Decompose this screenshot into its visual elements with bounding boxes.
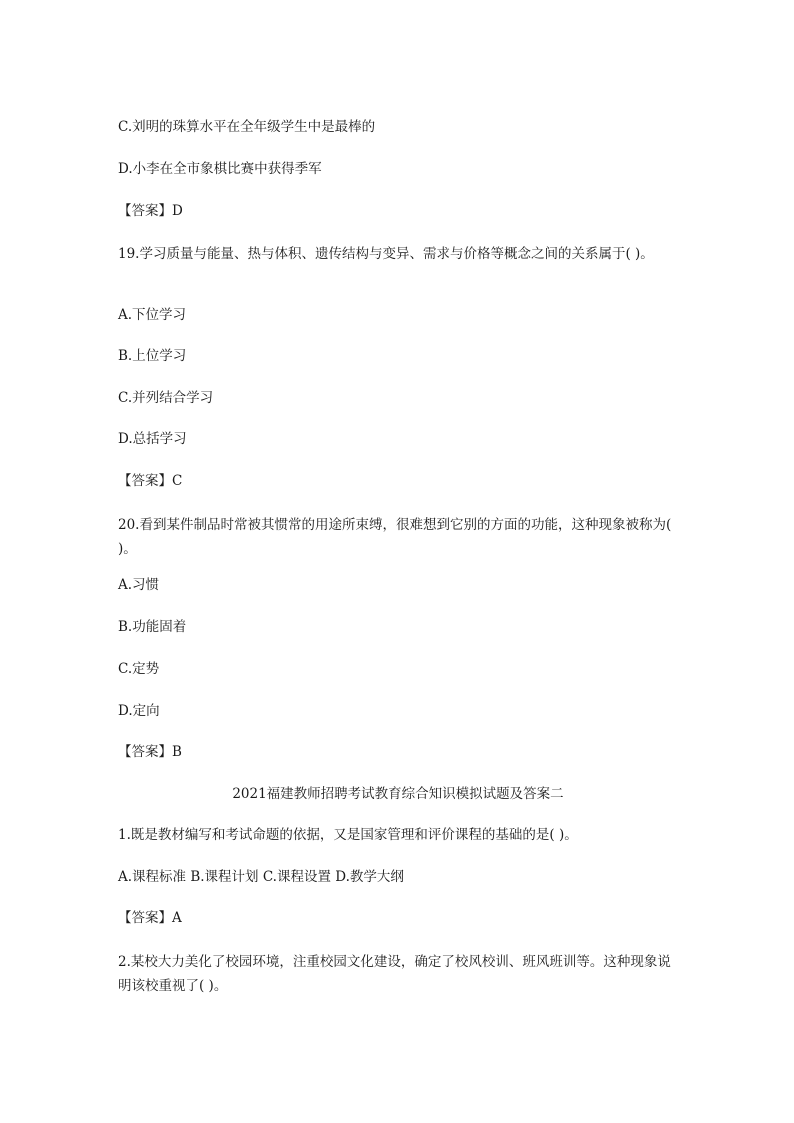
s2-q1-answer: 【答案】A [118, 910, 182, 926]
q19-option-a: A.下位学习 [118, 307, 187, 323]
q20-option-d: D.定向 [118, 703, 160, 719]
q20-answer: 【答案】B [118, 744, 182, 760]
s2-q1-question: 1.既是教材编写和考试命题的依据，又是国家管理和评价课程的基础的是( )。 [118, 827, 578, 843]
q19-answer: 【答案】C [118, 473, 183, 489]
q18-answer: 【答案】D [118, 203, 183, 219]
s2-q2-question: 2.某校大力美化了校园环境，注重校园文化建设，确定了校风校训、班风班训等。这种现象说明该校重视了( )。 [118, 954, 671, 994]
s2-q1-options: A.课程标准 B.课程计划 C.课程设置 D.教学大纲 [118, 869, 404, 885]
q20-option-c: C.定势 [118, 661, 160, 677]
q19-question: 19.学习质量与能量、热与体积、遗传结构与变异、需求与价格等概念之间的关系属于( )。 [118, 246, 654, 262]
q19-option-d: D.总括学习 [118, 431, 187, 447]
q20-question: 20.看到某件制品时常被其惯常的用途所束缚，很难想到它别的方面的功能，这种现象被称为( )。 [118, 517, 672, 557]
q19-option-c: C.并列结合学习 [118, 390, 214, 406]
q20-option-b: B.功能固着 [118, 619, 187, 635]
q20-option-a: A.习惯 [118, 577, 160, 593]
q19-option-b: B.上位学习 [118, 348, 187, 364]
q18-option-d: D.小李在全市象棋比赛中获得季军 [118, 161, 322, 177]
q18-option-c: C.刘明的珠算水平在全年级学生中是最棒的 [118, 119, 376, 135]
section-title: 2021福建教师招聘考试教育综合知识模拟试题及答案二 [232, 786, 564, 802]
